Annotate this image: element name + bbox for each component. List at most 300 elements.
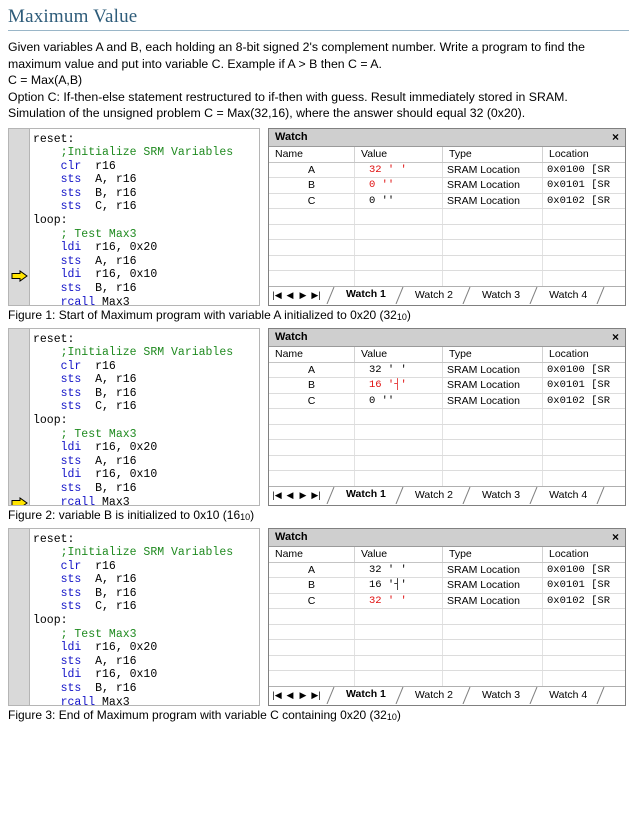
- code-token: r16: [81, 559, 116, 573]
- caption-subscript: 10: [396, 311, 407, 322]
- tab-separator: [529, 487, 539, 504]
- column-header-name[interactable]: Name: [269, 347, 355, 362]
- watch-location-cell: [543, 671, 625, 686]
- watch-name-cell: [269, 671, 355, 686]
- watch-name-cell: [269, 225, 355, 240]
- code-line: [33, 373, 257, 387]
- code-token: r16: [81, 159, 116, 173]
- column-header-location[interactable]: Location: [549, 347, 589, 360]
- watch-value-cell: [355, 240, 443, 255]
- watch-value-cell: [355, 225, 443, 240]
- tab-separator: [395, 287, 405, 304]
- first-tab-icon[interactable]: |◀: [272, 490, 282, 500]
- editor-gutter[interactable]: [9, 529, 30, 705]
- watch-name-cell: C: [269, 394, 355, 409]
- watch-location-cell: [543, 209, 625, 224]
- execution-pointer-icon: [11, 270, 28, 282]
- code-token: r16, 0x10: [81, 268, 158, 282]
- watch-name-cell: C: [269, 594, 355, 609]
- code-line: [33, 133, 257, 147]
- code-token: ;Initialize SRM Variables: [33, 546, 234, 560]
- watch-type-cell: [443, 256, 543, 271]
- tab-separator: [395, 487, 405, 504]
- code-line: [33, 346, 257, 360]
- watch-name-cell: [269, 409, 355, 424]
- caption-suffix: ): [250, 507, 255, 522]
- watch-rows: [269, 363, 625, 486]
- table-row[interactable]: [269, 178, 625, 194]
- code-token: ldi: [33, 268, 82, 282]
- watch-type-cell: [443, 240, 543, 255]
- code-line: [33, 268, 257, 282]
- code-token: Max3: [95, 295, 130, 306]
- last-tab-icon[interactable]: ▶|: [311, 290, 321, 300]
- table-row[interactable]: [269, 440, 625, 456]
- watch-location-cell: [543, 425, 625, 440]
- caption-suffix: ): [396, 707, 401, 722]
- watch-tab-bar: [269, 486, 625, 505]
- watch-name-cell: [269, 609, 355, 624]
- watch-name-cell: A: [269, 363, 355, 378]
- prev-tab-icon[interactable]: ◀: [286, 490, 294, 500]
- tab-nav-buttons[interactable]: [271, 490, 326, 501]
- watch-value-cell: [355, 271, 443, 286]
- code-token: Max3: [95, 495, 130, 506]
- intro-paragraph-4: Simulation of the unsigned problem C = Max(32,16), where the answer should equal 32 (0x20).: [8, 106, 526, 120]
- figure-1-caption: [0, 306, 637, 322]
- code-token: ;Initialize SRM Variables: [33, 346, 234, 360]
- code-token: r16: [81, 359, 116, 373]
- watch-location-cell: 0x0100 [SR: [547, 363, 611, 376]
- code-token: r16, 0x10: [81, 668, 158, 682]
- watch-location-cell: 0x0100 [SR: [547, 563, 611, 576]
- code-line: [33, 573, 257, 587]
- table-row[interactable]: [269, 256, 625, 272]
- watch-value-cell: 32 ' ': [355, 563, 443, 578]
- figure-3: [0, 528, 637, 722]
- watch-type-cell: SRAM Location: [443, 163, 543, 178]
- watch-value-cell: [355, 409, 443, 424]
- figure-2-row: [0, 328, 637, 506]
- watch-type-cell: SRAM Location: [443, 178, 543, 193]
- code-token: rcall: [33, 695, 96, 706]
- table-row[interactable]: [269, 409, 625, 425]
- watch-type-cell: [443, 440, 543, 455]
- table-row[interactable]: [269, 640, 625, 656]
- watch-name-cell: B: [269, 178, 355, 193]
- watch-location-cell: 0x0102 [SR: [547, 594, 611, 607]
- watch-type-cell: [443, 425, 543, 440]
- code-token: sts: [33, 400, 82, 414]
- watch-value-cell: [355, 471, 443, 486]
- table-row[interactable]: [269, 594, 625, 610]
- code-token: sts: [33, 186, 82, 200]
- code-token: ldi: [33, 468, 82, 482]
- code-token: reset:: [33, 332, 75, 346]
- watch-titlebar: [269, 129, 625, 147]
- last-tab-icon[interactable]: ▶|: [311, 690, 321, 700]
- watch-location-cell: [543, 409, 625, 424]
- code-token: sts: [33, 586, 82, 600]
- code-editor-pane[interactable]: [8, 128, 260, 306]
- watch-name-cell: A: [269, 163, 355, 178]
- watch-value-cell: 0 '': [355, 178, 443, 193]
- tab-separator: [326, 287, 336, 304]
- watch-name-cell: [269, 425, 355, 440]
- intro-text: [0, 31, 637, 122]
- code-line: [33, 496, 257, 506]
- code-line: [33, 696, 257, 706]
- code-token: ldi: [33, 241, 82, 255]
- watch-value-cell: 32 ' ': [355, 594, 443, 609]
- watch-titlebar: [269, 329, 625, 347]
- table-row[interactable]: [269, 194, 625, 210]
- figure-1-row: [0, 128, 637, 306]
- code-line: [33, 668, 257, 682]
- intro-paragraph-3: Option C: If-then-else statement restructured to if-then with guess. Result immediately stored in SRAM.: [8, 89, 568, 104]
- watch-value-cell: 0 '': [355, 194, 443, 209]
- watch-location-cell: [543, 609, 625, 624]
- tab-watch-1[interactable]: Watch 1: [336, 686, 395, 705]
- code-line: [33, 200, 257, 214]
- watch-location-cell: 0x0101 [SR: [547, 579, 611, 591]
- watch-location-cell: [543, 440, 625, 455]
- watch-name-cell: [269, 240, 355, 255]
- watch-type-cell: [443, 640, 543, 655]
- code-token: r16, 0x20: [81, 441, 158, 455]
- tab-separator: [395, 687, 405, 704]
- watch-name-cell: [269, 456, 355, 471]
- code-token: clr: [33, 559, 82, 573]
- watch-value-cell: [355, 456, 443, 471]
- close-icon[interactable]: ×: [611, 330, 619, 344]
- code-line: [33, 296, 257, 306]
- table-row[interactable]: [269, 456, 625, 472]
- watch-name-cell: [269, 625, 355, 640]
- watch-value-cell: 32 ' ': [355, 163, 443, 178]
- column-header-location[interactable]: Location: [549, 547, 589, 560]
- watch-type-cell: [443, 271, 543, 286]
- watch-value-cell: [355, 609, 443, 624]
- last-tab-icon[interactable]: ▶|: [311, 490, 321, 500]
- tab-nav-buttons[interactable]: [271, 290, 326, 301]
- code-token: B, r16: [81, 186, 137, 200]
- tab-watch-2[interactable]: Watch 2: [414, 689, 453, 701]
- next-tab-icon[interactable]: ▶: [299, 290, 307, 300]
- intro-paragraph-2: C = Max(A,B): [8, 73, 83, 87]
- code-line: [33, 282, 257, 296]
- code-line: [33, 228, 257, 242]
- table-row[interactable]: [269, 378, 625, 394]
- prev-tab-icon[interactable]: ◀: [286, 690, 294, 700]
- column-header-value[interactable]: Value: [355, 147, 443, 162]
- code-token: sts: [33, 254, 82, 268]
- watch-window: [268, 128, 626, 306]
- code-editor-pane[interactable]: [8, 328, 260, 506]
- code-token: C, r16: [81, 400, 137, 414]
- watch-location-cell: [543, 225, 625, 240]
- close-icon[interactable]: ×: [611, 130, 619, 144]
- column-header-name[interactable]: Name: [269, 147, 355, 162]
- table-row[interactable]: [269, 225, 625, 241]
- column-header-type[interactable]: Type: [443, 547, 543, 562]
- watch-value-cell: [355, 440, 443, 455]
- code-token: B, r16: [81, 482, 137, 496]
- intro-paragraph-1: Given variables A and B, each holding an 8-bit signed 2's complement number. Write a program to find the maximum value and put into variable C. Example if A > B then C = A.: [8, 40, 585, 71]
- code-token: sts: [33, 282, 82, 296]
- code-line: [33, 400, 257, 414]
- tab-watch-2[interactable]: Watch 2: [414, 489, 453, 501]
- watch-value-cell: [355, 625, 443, 640]
- watch-location-cell: [543, 640, 625, 655]
- column-header-location[interactable]: Location: [549, 147, 589, 160]
- table-row[interactable]: [269, 671, 625, 686]
- execution-pointer-icon: [11, 497, 28, 506]
- code-lines: [33, 533, 257, 706]
- code-editor-pane[interactable]: [8, 528, 260, 706]
- code-token: C, r16: [81, 600, 137, 614]
- watch-window: [268, 528, 626, 706]
- code-token: r16, 0x10: [81, 468, 158, 482]
- watch-type-cell: [443, 225, 543, 240]
- code-line: [33, 214, 257, 228]
- editor-gutter[interactable]: [9, 329, 30, 505]
- first-tab-icon[interactable]: |◀: [272, 690, 282, 700]
- code-lines: [33, 133, 257, 306]
- tab-watch-1[interactable]: Watch 1: [336, 486, 395, 505]
- code-line: [33, 482, 257, 496]
- caption-suffix: ): [406, 307, 411, 322]
- watch-tab-bar: [269, 686, 625, 705]
- watch-name-cell: [269, 656, 355, 671]
- table-row[interactable]: [269, 240, 625, 256]
- table-row[interactable]: [269, 209, 625, 225]
- next-tab-icon[interactable]: ▶: [299, 690, 307, 700]
- code-token: B, r16: [81, 386, 137, 400]
- watch-title-label: Watch: [275, 131, 308, 143]
- watch-value-cell: 32 ' ': [355, 363, 443, 378]
- watch-location-cell: [543, 240, 625, 255]
- code-line: [33, 455, 257, 469]
- code-line: [33, 560, 257, 574]
- tab-separator: [529, 687, 539, 704]
- table-row[interactable]: [269, 163, 625, 179]
- code-line: [33, 587, 257, 601]
- watch-value-cell: [355, 640, 443, 655]
- column-header-type[interactable]: Type: [443, 347, 543, 362]
- watch-value-cell: [355, 656, 443, 671]
- close-icon[interactable]: ×: [611, 530, 619, 544]
- watch-location-cell: 0x0100 [SR: [547, 163, 611, 176]
- code-token: rcall: [33, 495, 96, 506]
- code-line: [33, 628, 257, 642]
- tab-watch-3[interactable]: Watch 3: [482, 489, 521, 501]
- watch-titlebar: [269, 529, 625, 547]
- watch-type-cell: SRAM Location: [443, 378, 543, 393]
- code-token: loop:: [33, 414, 68, 428]
- caption-subscript: 10: [240, 511, 251, 522]
- watch-type-cell: SRAM Location: [443, 563, 543, 578]
- watch-type-cell: SRAM Location: [443, 363, 543, 378]
- code-line: [33, 682, 257, 696]
- code-token: A, r16: [81, 173, 137, 187]
- code-lines: [33, 333, 257, 506]
- code-line: [33, 360, 257, 374]
- figure-2: [0, 328, 637, 522]
- watch-value-cell: [355, 209, 443, 224]
- watch-column-headers: [269, 547, 625, 563]
- code-token: sts: [33, 654, 82, 668]
- watch-location-cell: [543, 625, 625, 640]
- watch-name-cell: B: [269, 378, 355, 393]
- tab-watch-4[interactable]: Watch 4: [549, 489, 588, 501]
- watch-location-cell: [543, 271, 625, 286]
- watch-type-cell: [443, 409, 543, 424]
- table-row[interactable]: [269, 656, 625, 672]
- figure-2-caption: [0, 506, 637, 522]
- code-token: A, r16: [81, 373, 137, 387]
- watch-location-cell: 0x0101 [SR: [547, 179, 611, 191]
- table-row[interactable]: [269, 578, 625, 594]
- watch-location-cell: [543, 656, 625, 671]
- code-token: loop:: [33, 214, 68, 228]
- code-line: [33, 533, 257, 547]
- watch-window: [268, 328, 626, 506]
- next-tab-icon[interactable]: ▶: [299, 490, 307, 500]
- code-token: r16, 0x20: [81, 641, 158, 655]
- page-title: Maximum Value: [8, 6, 138, 27]
- watch-value-cell: 16 '┤': [355, 378, 443, 393]
- code-token: reset:: [33, 132, 75, 146]
- code-token: clr: [33, 159, 82, 173]
- tab-separator: [596, 487, 606, 504]
- code-line: [33, 387, 257, 401]
- code-token: sts: [33, 200, 82, 214]
- watch-name-cell: [269, 471, 355, 486]
- tab-separator: [596, 687, 606, 704]
- tab-separator: [596, 287, 606, 304]
- watch-location-cell: 0x0102 [SR: [547, 194, 611, 207]
- column-header-name[interactable]: Name: [269, 547, 355, 562]
- watch-type-cell: [443, 456, 543, 471]
- watch-type-cell: SRAM Location: [443, 394, 543, 409]
- tab-watch-2[interactable]: Watch 2: [414, 289, 453, 301]
- code-token: loop:: [33, 614, 68, 628]
- watch-name-cell: [269, 271, 355, 286]
- watch-location-cell: [543, 471, 625, 486]
- code-token: Max3: [95, 695, 130, 706]
- code-token: B, r16: [81, 282, 137, 296]
- watch-value-cell: [355, 671, 443, 686]
- code-token: B, r16: [81, 682, 137, 696]
- table-row[interactable]: [269, 625, 625, 641]
- table-row[interactable]: [269, 563, 625, 579]
- column-header-value[interactable]: Value: [355, 547, 443, 562]
- watch-type-cell: SRAM Location: [443, 194, 543, 209]
- tab-watch-4[interactable]: Watch 4: [549, 689, 588, 701]
- table-row[interactable]: [269, 363, 625, 379]
- watch-value-cell: 0 '': [355, 394, 443, 409]
- tab-separator: [462, 487, 472, 504]
- prev-tab-icon[interactable]: ◀: [286, 290, 294, 300]
- code-line: [33, 600, 257, 614]
- code-token: sts: [33, 173, 82, 187]
- code-token: C, r16: [81, 200, 137, 214]
- code-line: [33, 333, 257, 347]
- code-line: [33, 468, 257, 482]
- code-line: [33, 187, 257, 201]
- tab-separator: [326, 487, 336, 504]
- code-token: A, r16: [81, 254, 137, 268]
- code-token: sts: [33, 573, 82, 587]
- code-token: ; Test Max3: [33, 227, 137, 241]
- table-row[interactable]: [269, 394, 625, 410]
- code-line: [33, 241, 257, 255]
- watch-name-cell: B: [269, 578, 355, 593]
- figure-3-row: [0, 528, 637, 706]
- tab-nav-buttons[interactable]: [271, 690, 326, 701]
- code-token: ;Initialize SRM Variables: [33, 146, 234, 160]
- watch-rows: [269, 563, 625, 686]
- table-row[interactable]: [269, 425, 625, 441]
- watch-name-cell: A: [269, 563, 355, 578]
- code-line: [33, 255, 257, 269]
- code-token: ldi: [33, 641, 82, 655]
- tab-separator: [326, 687, 336, 704]
- code-token: sts: [33, 454, 82, 468]
- table-row[interactable]: [269, 271, 625, 286]
- watch-type-cell: SRAM Location: [443, 578, 543, 593]
- watch-name-cell: [269, 640, 355, 655]
- tab-watch-3[interactable]: Watch 3: [482, 289, 521, 301]
- watch-name-cell: [269, 440, 355, 455]
- code-token: A, r16: [81, 454, 137, 468]
- watch-type-cell: SRAM Location: [443, 594, 543, 609]
- tab-separator: [462, 287, 472, 304]
- table-row[interactable]: [269, 471, 625, 486]
- watch-name-cell: C: [269, 194, 355, 209]
- tab-watch-3[interactable]: Watch 3: [482, 689, 521, 701]
- column-header-value[interactable]: Value: [355, 347, 443, 362]
- tab-separator: [462, 687, 472, 704]
- first-tab-icon[interactable]: |◀: [272, 290, 282, 300]
- code-line: [33, 641, 257, 655]
- watch-value-cell: [355, 425, 443, 440]
- watch-value-cell: [355, 256, 443, 271]
- code-token: sts: [33, 482, 82, 496]
- watch-name-cell: [269, 256, 355, 271]
- watch-tab-bar: [269, 286, 625, 305]
- tab-watch-1[interactable]: Watch 1: [336, 286, 395, 305]
- code-token: ldi: [33, 441, 82, 455]
- code-line: [33, 160, 257, 174]
- table-row[interactable]: [269, 609, 625, 625]
- tab-watch-4[interactable]: Watch 4: [549, 289, 588, 301]
- column-header-type[interactable]: Type: [443, 147, 543, 162]
- code-line: [33, 655, 257, 669]
- code-token: sts: [33, 600, 82, 614]
- code-token: r16, 0x20: [81, 241, 158, 255]
- code-token: A, r16: [81, 654, 137, 668]
- watch-type-cell: [443, 671, 543, 686]
- code-line: [33, 146, 257, 160]
- code-token: ; Test Max3: [33, 627, 137, 641]
- code-line: [33, 428, 257, 442]
- caption-text: Figure 3: End of Maximum program with variable C containing 0x20 (32: [8, 707, 387, 722]
- caption-text: Figure 1: Start of Maximum program with variable A initialized to 0x20 (32: [8, 307, 397, 322]
- code-line: [33, 614, 257, 628]
- watch-rows: [269, 163, 625, 286]
